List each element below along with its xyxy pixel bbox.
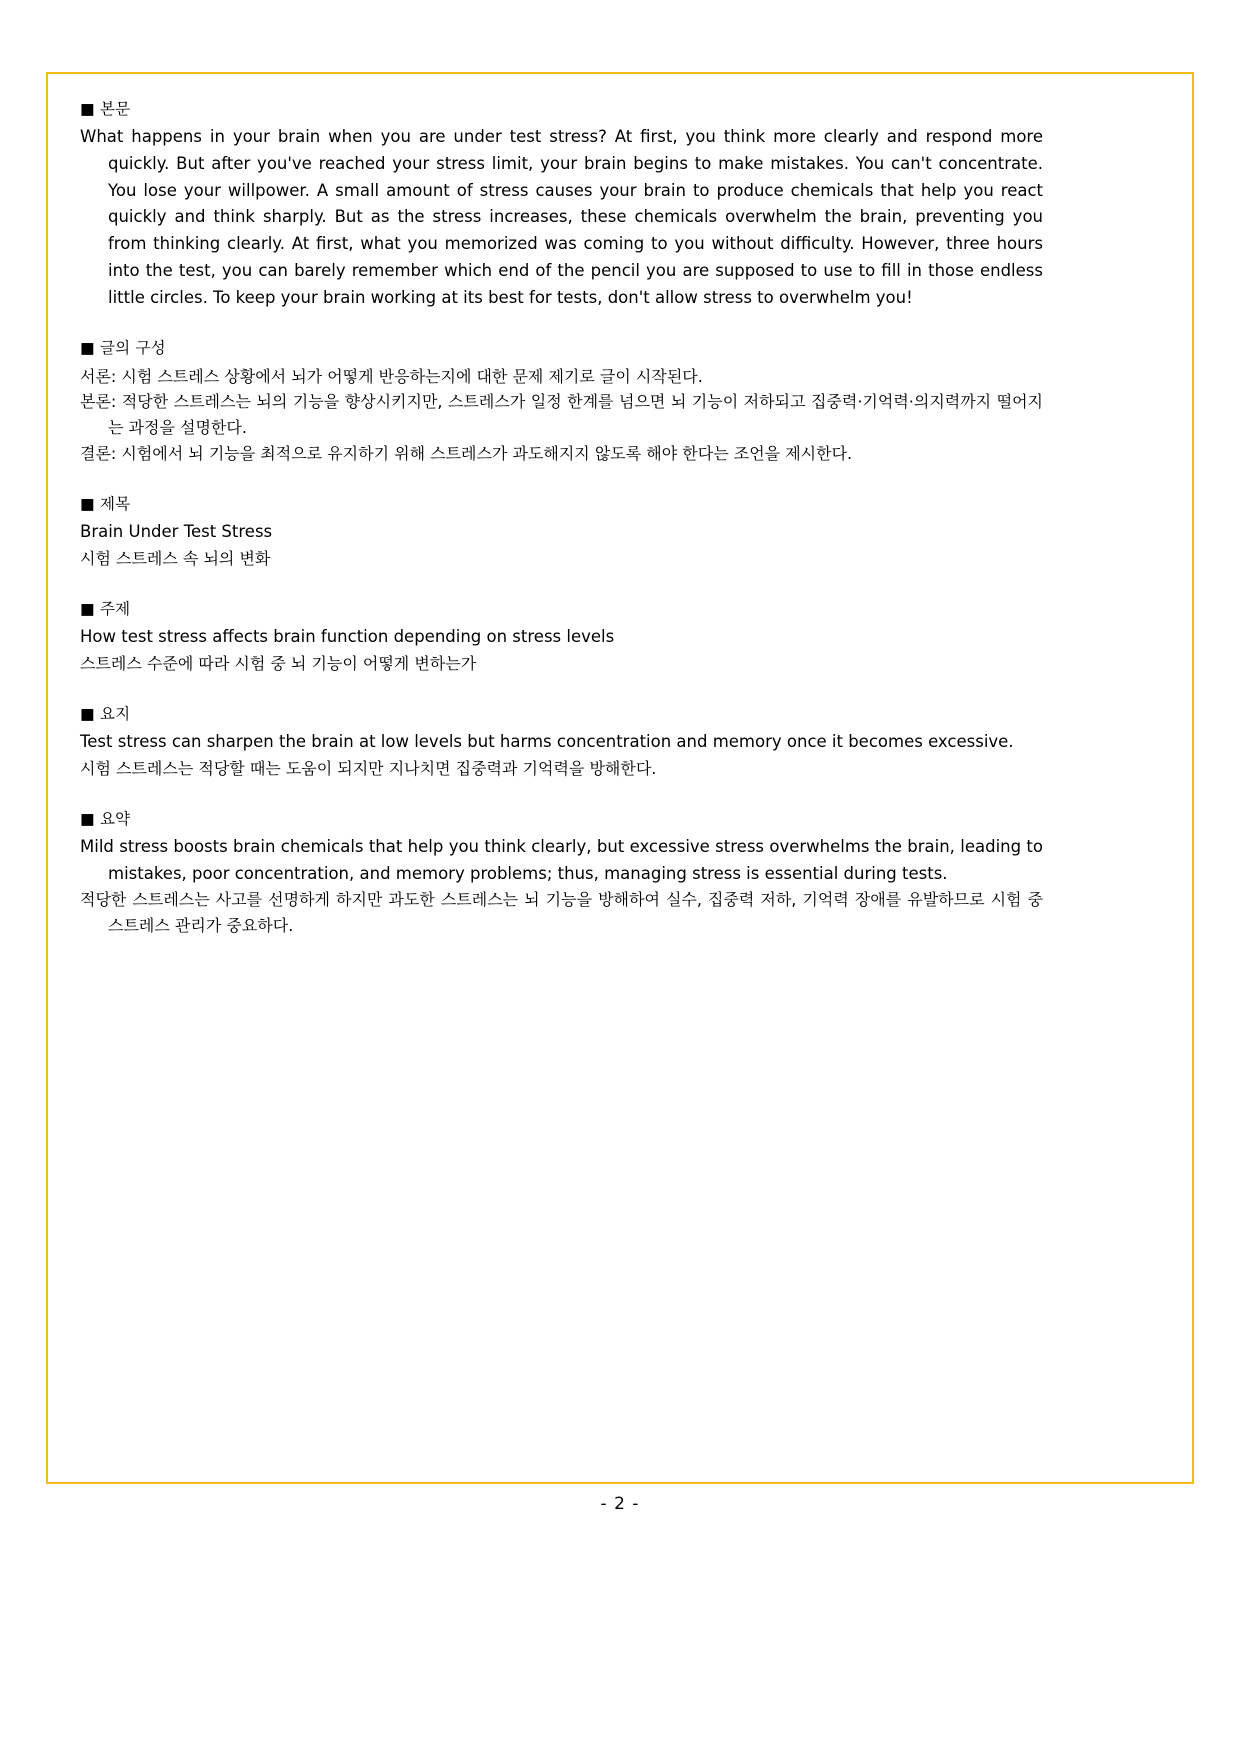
gist-korean: 시험 스트레스는 적당할 때는 도움이 되지만 지나치면 집중력과 기억력을 방해한다. xyxy=(80,758,657,778)
title-korean: 시험 스트레스 속 뇌의 변화 xyxy=(80,549,271,569)
section-heading-topic: ■ 주제 xyxy=(80,600,131,619)
section-gist xyxy=(80,703,1043,782)
section-topic xyxy=(80,598,1043,677)
topic-korean: 스트레스 수준에 따라 시험 중 뇌 기능이 어떻게 변하는가 xyxy=(80,654,477,673)
section-heading-title: ■ 제목 xyxy=(80,495,131,514)
section-heading-gist: ■ 요지 xyxy=(80,704,131,723)
gist-english: Test stress can sharpen the brain at low levels but harms concentration and memory once it becomes excessive. xyxy=(80,732,1014,752)
section-heading-structure: ■ 글의 구성 xyxy=(80,339,166,358)
structure-main: 본론: 적당한 스트레스는 뇌의 기능을 향상시키지만, 스트레스가 일정 한계를 넘으면 뇌 기능이 저하되고 집중력·기억력·의지력까지 떨어지는 과정을 설명한다. xyxy=(80,392,1043,438)
section-structure xyxy=(80,337,1043,467)
section-summary xyxy=(80,808,1043,940)
topic-english: How test stress affects brain function depending on stress levels xyxy=(80,627,615,647)
structure-conclusion: 결론: 시험에서 뇌 기능을 최적으로 유지하기 위해 스트레스가 과도해지지 않도록 해야 한다는 조언을 제시한다. xyxy=(80,444,853,464)
section-body-text xyxy=(80,98,1043,311)
section-heading-body-text: ■ 본문 xyxy=(80,100,131,118)
body-text-paragraph: What happens in your brain when you are under test stress? At first, you think more clearly and respond more quickly. But after you've reached your stress limit, your brain begins to make mistakes. You can't concentrate. You lose your willpower. A small amount of stress causes your brain to produce chemicals that help you react quickly and think sharply. But as the stress increases, these chemicals overwhelm the brain, preventing you from thinking clearly. At first, what you memorized was coming to you without difficulty. However, three hours into the test, you can barely remember which end of the pencil you are supposed to use to fill in those endless little circles. To keep your brain working at its best for tests, don't allow stress to overwhelm you! xyxy=(80,127,1043,307)
section-heading-summary: ■ 요약 xyxy=(80,809,131,828)
summary-korean: 적당한 스트레스는 사고를 선명하게 하지만 과도한 스트레스는 뇌 기능을 방해하여 실수, 집중력 저하, 기억력 장애를 유발하므로 시험 중 스트레스 관리가 중요하다. xyxy=(80,890,1043,936)
document-content xyxy=(80,98,1043,939)
page-number: - 2 - xyxy=(600,1494,640,1514)
structure-intro: 서론: 시험 스트레스 상황에서 뇌가 어떻게 반응하는지에 대한 문제 제기로 글이 시작된다. xyxy=(80,366,703,386)
section-title xyxy=(80,493,1043,572)
title-english: Brain Under Test Stress xyxy=(80,522,273,542)
summary-english: Mild stress boosts brain chemicals that help you think clearly, but excessive stress overwhelms the brain, leading to mistakes, poor concentration, and memory problems; thus, managing stress is essential during tests. xyxy=(80,837,1043,883)
